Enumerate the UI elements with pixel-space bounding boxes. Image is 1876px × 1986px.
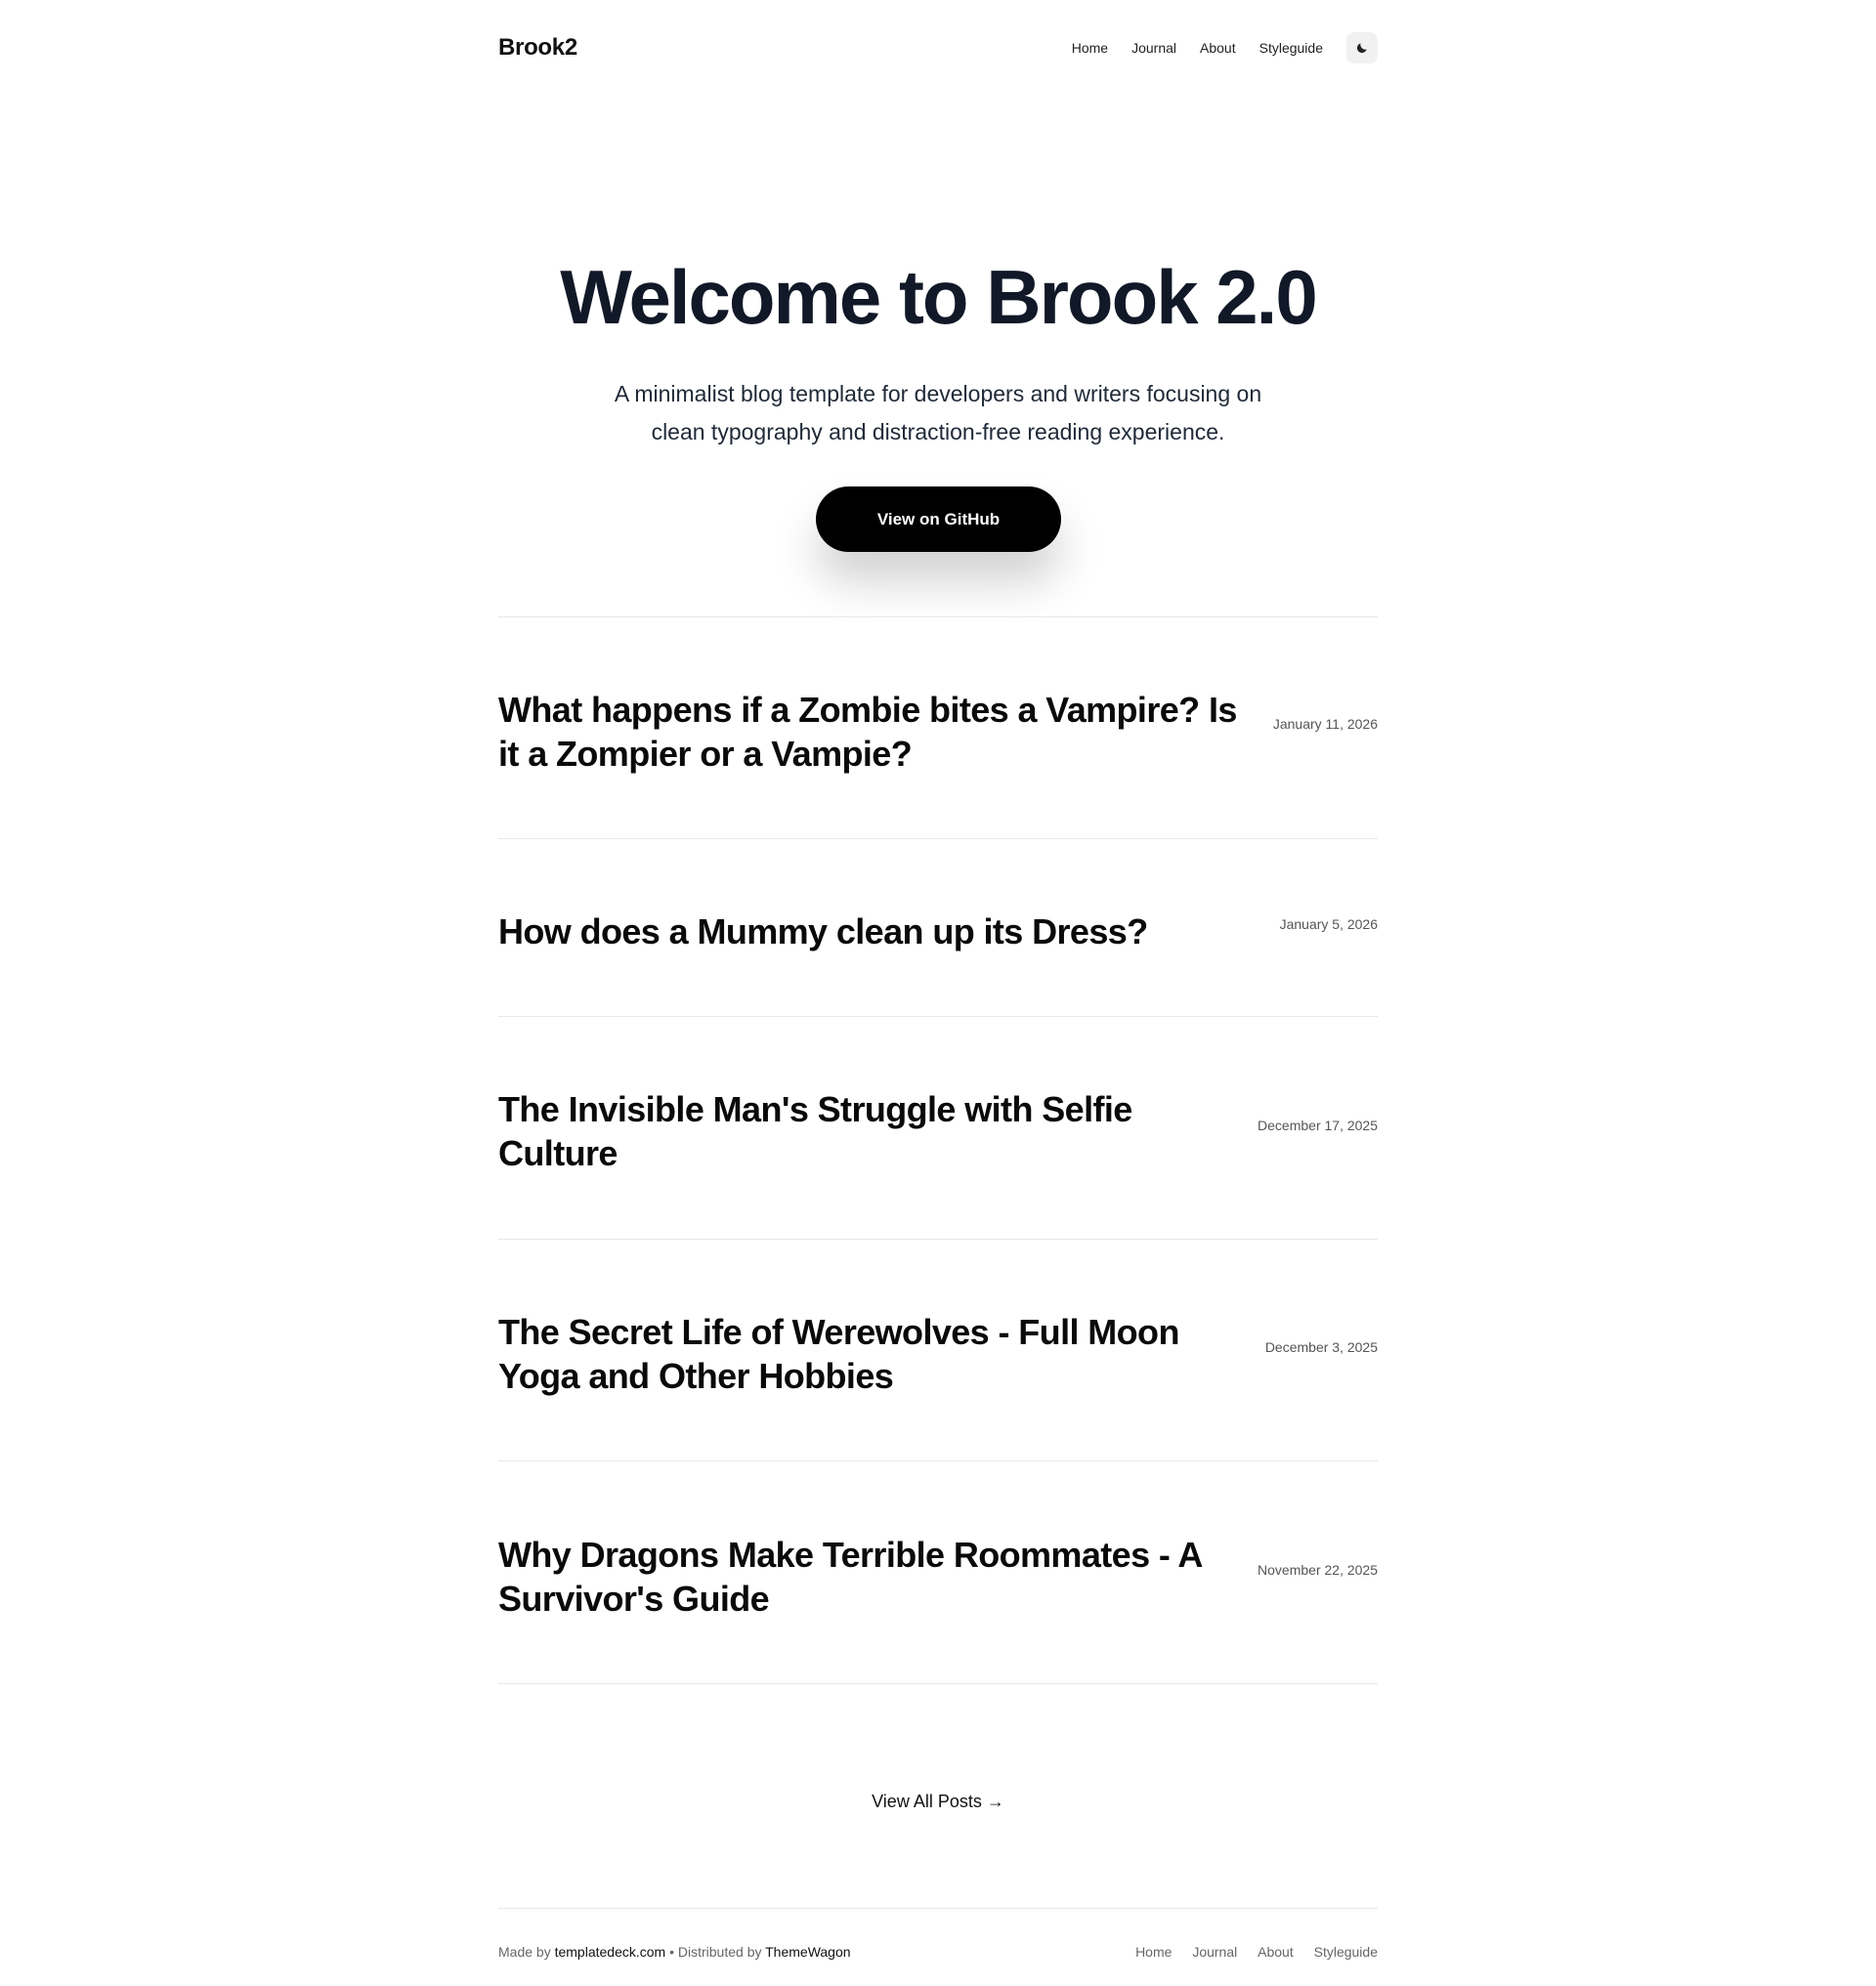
divider <box>498 1016 1378 1017</box>
post-title-line: Yoga and Other Hobbies <box>498 1356 894 1396</box>
themewagon-link[interactable]: ThemeWagon <box>765 1944 851 1960</box>
footer-nav-styleguide[interactable]: Styleguide <box>1313 1944 1378 1960</box>
footer-credit <box>498 1944 851 1960</box>
post-title-link[interactable] <box>498 688 1251 776</box>
footer-nav-home[interactable]: Home <box>1135 1944 1172 1960</box>
footer-nav <box>1135 1944 1378 1960</box>
post-date: January 11, 2026 <box>1272 716 1378 732</box>
nav-styleguide[interactable]: Styleguide <box>1258 40 1323 56</box>
post-title-link[interactable] <box>498 1310 1251 1398</box>
divider <box>498 838 1378 839</box>
post-date: January 5, 2026 <box>1279 916 1378 932</box>
divider <box>498 1683 1378 1684</box>
post-date: November 22, 2025 <box>1258 1562 1378 1578</box>
nav-about[interactable]: About <box>1200 40 1236 56</box>
footer-nav-about[interactable]: About <box>1258 1944 1294 1960</box>
post-title-link[interactable] <box>498 1087 1251 1175</box>
post-title-line: Why Dragons Make Terrible Roommates - A <box>498 1535 1203 1575</box>
hero-title: Welcome to Brook 2.0 <box>560 254 1316 340</box>
divider <box>498 1239 1378 1240</box>
theme-toggle-button[interactable] <box>1346 32 1378 63</box>
distributed-by-label: • Distributed by <box>669 1944 762 1960</box>
hero-subtitle-line-2: clean typography and distraction-free reading experience. <box>651 419 1225 444</box>
site-logo[interactable]: Brook2 <box>498 34 577 61</box>
main-nav <box>1072 32 1378 63</box>
post-title-link[interactable] <box>498 1533 1251 1621</box>
divider <box>498 616 1378 617</box>
divider <box>498 1460 1378 1461</box>
post-title-line: How does a Mummy clean up its Dress? <box>498 911 1148 951</box>
post-date: December 17, 2025 <box>1258 1118 1378 1133</box>
view-all-posts-link[interactable]: View All Posts → <box>872 1792 1004 1811</box>
hero-subtitle <box>498 375 1378 451</box>
post-title-line: it a Zompier or a Vampie? <box>498 734 913 774</box>
nav-journal[interactable]: Journal <box>1131 40 1177 56</box>
post-title-link[interactable] <box>498 909 1251 953</box>
made-by-label: Made by <box>498 1944 551 1960</box>
post-date: December 3, 2025 <box>1264 1339 1378 1355</box>
footer-nav-journal[interactable]: Journal <box>1192 1944 1238 1960</box>
nav-home[interactable]: Home <box>1071 40 1109 56</box>
hero-subtitle-line-1: A minimalist blog template for developers and writers focusing on <box>614 381 1262 406</box>
site-footer <box>498 1944 1378 1960</box>
post-title-line: The Invisible Man's Struggle with Selfie <box>498 1089 1132 1129</box>
footer-divider <box>498 1908 1378 1909</box>
site-header <box>498 27 1378 68</box>
page <box>498 0 1378 1986</box>
view-on-github-button[interactable]: View on GitHub <box>816 486 1061 552</box>
moon-icon <box>1355 41 1369 55</box>
post-title-line: Survivor's Guide <box>498 1579 770 1619</box>
post-title-line: The Secret Life of Werewolves - Full Moon <box>498 1312 1179 1352</box>
post-title-line: What happens if a Zombie bites a Vampire? Is <box>498 690 1237 730</box>
templatedeck-link[interactable]: templatedeck.com <box>554 1944 666 1960</box>
post-title-line: Culture <box>498 1133 618 1173</box>
